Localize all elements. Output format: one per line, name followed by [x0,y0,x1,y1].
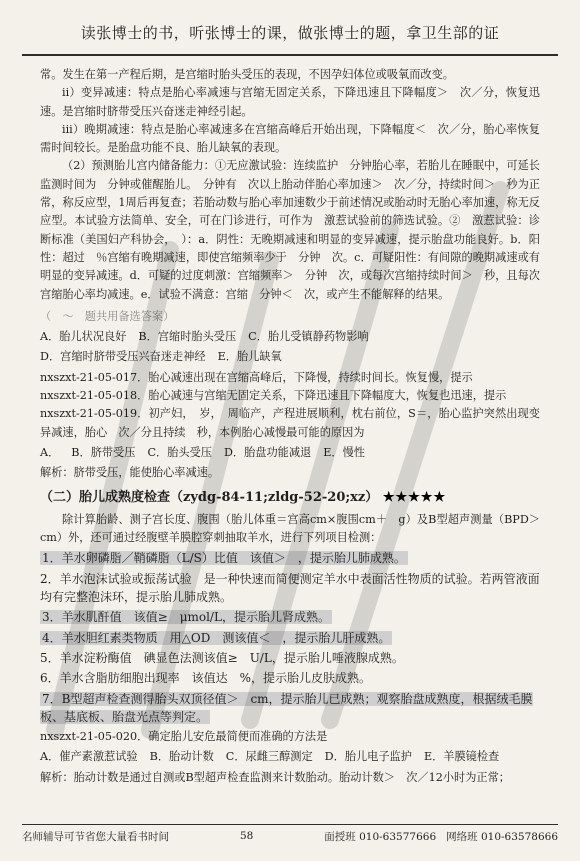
q020-options [40,748,540,766]
option-e: E．胎儿缺氧 [217,350,282,364]
section-2-intro: 除计算胎龄、测子宫长度、腹围（胎儿体重＝宫高cm×腹围cm＋ g）及B型超声测量（BPD＞ cm）外，还可通过经腹壁羊膜腔穿刺抽取羊水，进行下列项目检测： [40,512,552,545]
q020-option-e: E．羊膜镜检查 [423,750,500,764]
common-options [40,328,540,367]
q019-option-a: A． [40,445,60,459]
star-rating: ★★★★★ [382,489,447,505]
page-content [40,66,552,787]
para-2: ii）变异减速：特点是胎心率减速与宫缩无固定关系，下降迅速且下降幅度＞ 次／分，恢复迅速。是宫缩时脐带受压兴奋迷走神经引起。 [40,86,540,118]
question-017: nxszxt-21-05-017．胎心减速出现在宫缩高峰后，下降慢，持续时间长。恢复慢，提示 [40,370,473,384]
common-options-block [40,308,540,367]
para-4: （2）预测胎儿宫内储备能力：①无应激试验：连续监护 分钟胎心率，若胎儿在睡眠中，可延长监测时间为 分钟或催醒胎儿。 分钟有 次以上胎动伴胎心率加速＞ 次／分，持续时间＞ 秒为正常，称反应型，1周后再复查；若胎动数与胎心率加速数少于前述情况或胎动时无胎心率加速，称无反应型。本试验方法简单、安全，可在门诊进行，可作为 激惹试验前的筛选试验。② 激惹试验：诊断标准（美国妇产科协会， ）：a．阴性：无晚期减速和明显的变异减速，提示胎盘功能良好。b．阳性：超过 ％宫缩有晚期减速，即使宫缩频率少于 分钟 次。c．可疑阳性：有间隙的晚期减速或有明显的变异减速。d．可疑的过度刺激：宫缩频率＞ 分钟 次，或每次宫缩持续时间＞ 秒，且每次宫缩胎心率均减速。e．试验不满意：宫缩 分钟＜ 次，或产生不能解释的结果。 [40,159,540,301]
section-2-item-6: 6．羊水含脂肪细胞出现率 该值达 %，提示胎儿皮肤成熟。 [40,671,372,686]
q019-option-d: D．胎盘功能减退 [223,445,312,459]
q019-option-b: B．脐带受压 [71,445,136,459]
section-2-item-1: 1．羊水卵磷脂／鞘磷脂（L/S）比值 该值＞ ，提示胎儿肺成熟。 [42,551,406,566]
section-2-title-text: （二）胎儿成熟度检查（zydg-84-11;zldg-52-20;xz） [40,489,379,505]
q019-answer: 解析：脐带受压，能使胎心率减速。 [40,466,220,480]
para-3: iii）晚期减速：特点是胎心率减速多在宫缩高峰后开始出现，下降幅度＜ 次／分，胎心率恢复需时间较长。是胎盘功能不良、胎儿缺氧的表现。 [40,122,540,155]
page-header [22,10,558,56]
page-number: 58 [239,830,254,842]
question-020: nxszxt-21-05-020．确定胎儿安危最简便而准确的方法是 [40,730,328,744]
option-c: C．胎儿受镇静药物影响 [248,330,369,344]
q020-option-c: C．尿雌三醇测定 [225,750,313,764]
phone-online: 网络班 010-63578666 [446,830,558,843]
section-2-item-5: 5．羊水淀粉酶值 碘显色法测该值≥ U/L，提示胎儿唾液腺成熟。 [40,650,404,665]
q020-option-b: B．胎动计数 [149,750,214,764]
q020-option-a: A．催产素激惹试验 [40,750,138,764]
footer-left: 名师辅导可节省您大量看书时间 [22,830,169,843]
common-options-label: （ ～ 题共用备选答案） [40,309,175,323]
question-018: nxszxt-21-05-018．胎心减速与宫缩无固定关系，下降迅速且下降幅度大，恢复也迅速，提示 [40,389,507,403]
q019-options [40,444,540,462]
section-2-item-4: 4．羊水胆红素类物质 用△OD 测该值＜ ，提示胎儿肝成熟。 [42,630,391,645]
section-2-item-7: 7．B型超声检查测得胎头双顶径值＞ cm，提示胎儿已成熟；观察胎盘成熟度，根据绒毛膜板、基底板、胎盘光点等判定。 [40,691,533,724]
page-footer [22,824,558,845]
q019-option-c: C．胎头受压 [147,445,212,459]
phone-onsite: 面授班 010-63577666 [324,830,437,843]
para-1: 常。发生在第一产程后期，是宫缩时胎头受压的表现，不因孕妇体位或吸氧而改变。 [40,68,454,81]
section-2-title [40,489,540,507]
option-d: D．宫缩时脐带受压兴奋迷走神经 [40,350,206,364]
header-title: 读张博士的书，听张博士的课，做张博士的题，拿卫生部的证 [80,23,500,42]
question-019: nxszxt-21-05-019．初产妇， 岁， 周临产，产程进展顺利，枕右前位，S＝，胎心监护突然出现变异减速，胎心 次／分且持续 秒，本例胎心减慢最可能的原因为 [40,407,540,439]
option-b: B．宫缩时胎头受压 [138,330,237,344]
section-2-item-2: 2．羊水泡沫试验或振荡试验 是一种快速而简便测定羊水中表面活性物质的试验。若两管液面均有完整泡沫环，提示胎儿肺成熟。 [40,571,540,605]
q020-answer: 解析：胎动计数是通过自测或B型超声检查监测来计数胎动。胎动计数＞ 次／12小时为正常； [40,770,510,784]
section-2-item-3: 3．羊水肌酐值 该值≥ μmol/L，提示胎儿肾成熟。 [42,610,330,625]
q019-option-e: E．慢性 [323,445,365,459]
q020-option-d: D．胎儿电子监护 [324,750,412,764]
footer-contacts [324,829,558,844]
option-a: A．胎儿状况良好 [40,330,127,344]
